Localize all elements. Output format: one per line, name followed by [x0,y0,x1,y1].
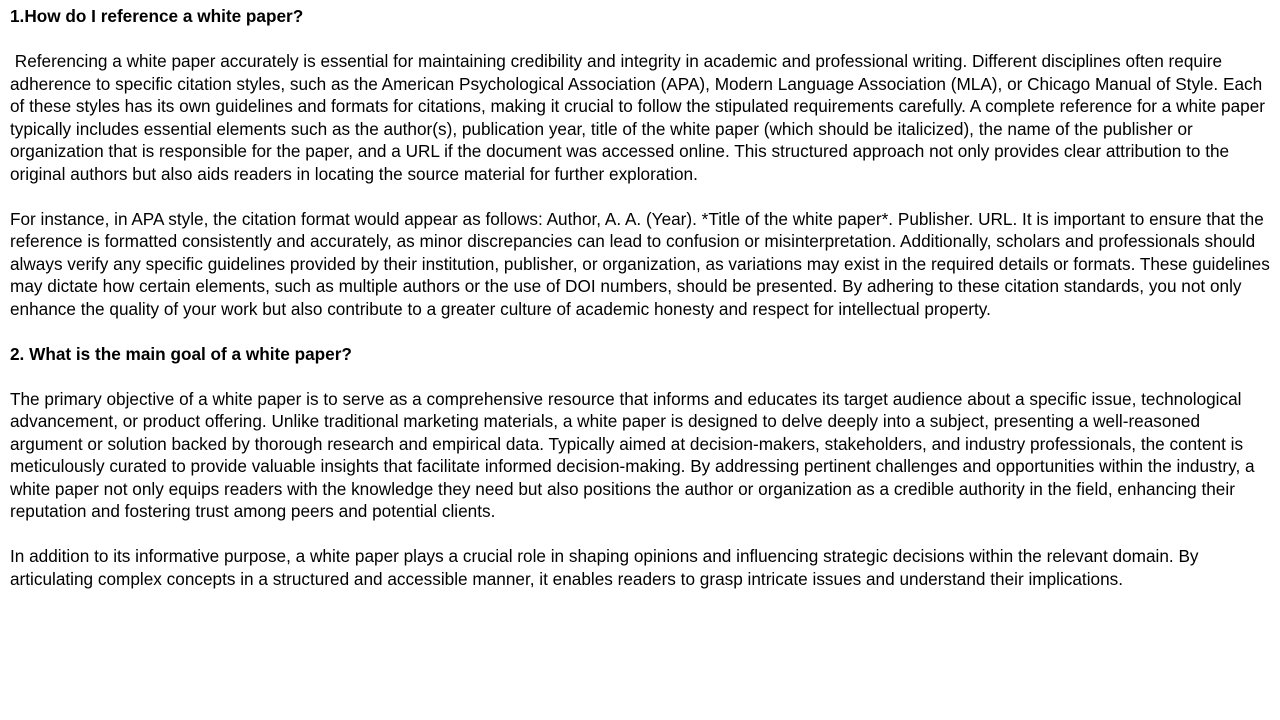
section-2-paragraph-1: The primary objective of a white paper is to serve as a comprehensive resource that informs and educates its target audience about a specific issue, technological advancement, or product offering. Unlike traditional marketing materials, a white paper is designed to delve deeply into a subject, presenting a well-reasoned argument or solution backed by thorough research and empirical data. Typically aimed at decision-makers, stakeholders, and industry professionals, the content is meticulously curated to provide valuable insights that facilitate informed decision-making. By addressing pertinent challenges and opportunities within the industry, a white paper not only equips readers with the knowledge they need but also positions the author or organization as a credible authority in the field, enhancing their reputation and fostering trust among peers and potential clients. [10,388,1255,521]
spacer [10,320,1272,343]
section-heading-2: 2. What is the main goal of a white paper? [10,343,352,364]
section-1-paragraph-2: For instance, in APA style, the citation format would appear as follows: Author, A. A. (Year). *Title of the white paper*. Publisher. URL. It is important to ensure that the reference is formatted consistently and accurately, as minor discrepancies can lead to confusion or misinterpretation. Additionally, scholars and professionals should always verify any specific guidelines provided by their institution, publisher, or organization, as variations may exist in the required details or formats. These guidelines may dictate how certain elements, such as multiple authors or the use of DOI numbers, should be presented. By adhering to these citation standards, you not only enhance the quality of your work but also contribute to a greater culture of academic honesty and respect for intellectual property. [10,208,1270,319]
spacer [10,28,1272,51]
document-body [10,5,1272,590]
spacer [10,185,1272,208]
section-2-paragraph-2: In addition to its informative purpose, a white paper plays a crucial role in shaping opinions and influencing strategic decisions within the relevant domain. By articulating complex concepts in a structured and accessible manner, it enables readers to grasp intricate issues and understand their implications. [10,546,1199,589]
section-1-paragraph-1: Referencing a white paper accurately is essential for maintaining credibility and integrity in academic and professional writing. Different disciplines often require adherence to specific citation styles, such as the American Psychological Association (APA), Modern Language Association (MLA), or Chicago Manual of Style. Each of these styles has its own guidelines and formats for citations, making it crucial to follow the stipulated requirements carefully. A complete reference for a white paper typically includes essential elements such as the author(s), publication year, title of the white paper (which should be italicized), the name of the publisher or organization that is responsible for the paper, and a URL if the document was accessed online. This structured approach not only provides clear attribution to the original authors but also aids readers in locating the source material for further exploration. [10,51,1270,184]
spacer [10,365,1272,388]
spacer [10,523,1272,546]
section-heading-1: 1.How do I reference a white paper? [10,6,304,26]
